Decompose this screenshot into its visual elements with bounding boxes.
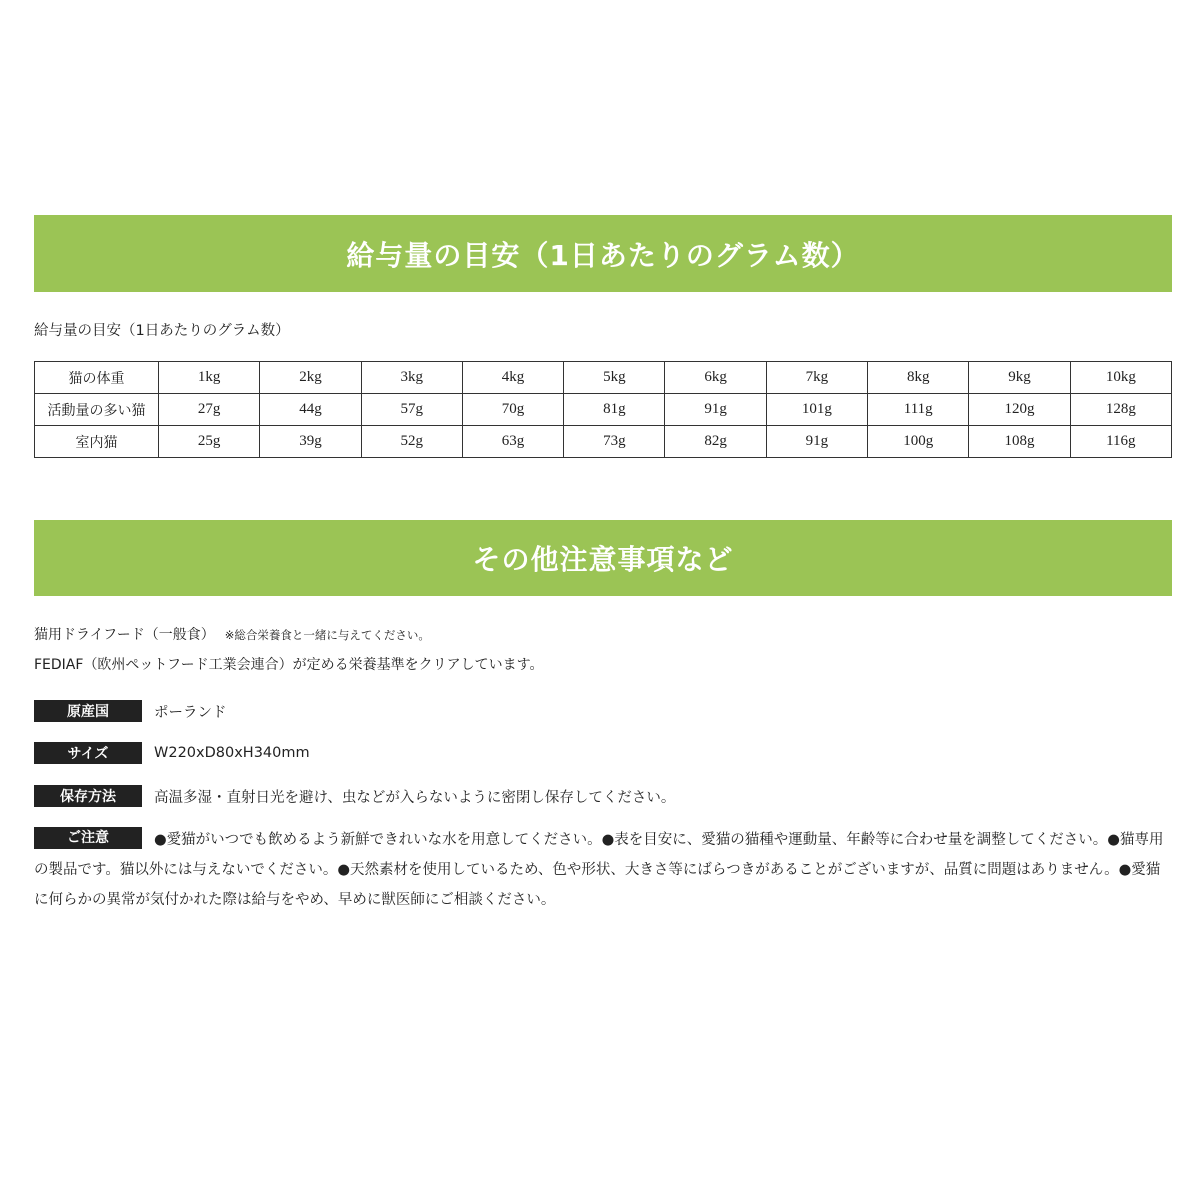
table-cell: 100g [868, 426, 969, 458]
product-type-line [34, 624, 430, 644]
table-cell: 52g [361, 426, 462, 458]
nutrition-standard-line: FEDIAF（欧州ペットフード工業会連合）が定める栄養基準をクリアしています。 [34, 657, 544, 673]
table-cell: 111g [868, 394, 969, 426]
table-cell: 3kg [361, 362, 462, 394]
notes-banner-title: その他注意事項など [472, 543, 734, 576]
table-cell-row-label: 活動量の多い猫 [35, 394, 159, 426]
spec-row-caution [34, 825, 1172, 915]
table-cell: 9kg [969, 362, 1070, 394]
table-cell: 8kg [868, 362, 969, 394]
product-type-footnote: ※総合栄養食と一緒に与えてください。 [224, 628, 430, 642]
table-cell: 1kg [159, 362, 260, 394]
table-cell: 5kg [564, 362, 665, 394]
table-cell: 63g [462, 426, 563, 458]
table-cell: 2kg [260, 362, 361, 394]
product-type-text: 猫用ドライフード（一般食） [34, 627, 215, 643]
table-cell: 10kg [1070, 362, 1171, 394]
table-cell: 73g [564, 426, 665, 458]
spec-row-origin [34, 700, 1172, 722]
table-cell: 120g [969, 394, 1070, 426]
feeding-table-caption: 給与量の目安（1日あたりのグラム数） [34, 323, 290, 339]
feeding-guide-banner-title: 給与量の目安（1日あたりのグラム数） [346, 238, 860, 272]
table-cell: 82g [665, 426, 766, 458]
table-cell: 70g [462, 394, 563, 426]
spec-value-storage: 高温多湿・直射日光を避け、虫などが入らないように密閉し保存してください。 [154, 789, 676, 806]
table-cell: 44g [260, 394, 361, 426]
table-cell: 57g [361, 394, 462, 426]
table-cell: 116g [1070, 426, 1171, 458]
table-cell-row-label: 室内猫 [35, 426, 159, 458]
table-cell: 91g [766, 426, 867, 458]
table-cell-row-label: 猫の体重 [35, 362, 159, 394]
spec-label-storage: 保存方法 [34, 785, 142, 807]
table-row-header [35, 362, 1172, 394]
spec-label-caution: ご注意 [34, 827, 142, 849]
spec-row-storage [34, 785, 1172, 807]
table-cell: 39g [260, 426, 361, 458]
table-cell: 91g [665, 394, 766, 426]
feeding-table [34, 361, 1172, 458]
spec-value-origin: ポーランド [154, 704, 227, 721]
spec-value-caution: ●愛猫がいつでも飲めるよう新鮮できれいな水を用意してください。●表を目安に、愛猫の猫種や運動量、年齢等に合わせ量を調整してください。●猫専用の製品です。猫以外には与えないでください。●天然素材を使用しているため、色や形状、大きさ等にばらつきがあることがございますが、品質に問題はありません。●愛猫に何らかの異常が気付かれた際は給与をやめ、早めに獣医師にご相談ください。 [34, 832, 1164, 908]
table-cell: 25g [159, 426, 260, 458]
notes-banner [34, 520, 1172, 596]
table-cell: 81g [564, 394, 665, 426]
spec-value-size: W220xD80xH340mm [154, 745, 310, 761]
table-cell: 6kg [665, 362, 766, 394]
table-row-active-cat [35, 394, 1172, 426]
table-cell: 128g [1070, 394, 1171, 426]
spec-row-size [34, 742, 1172, 764]
table-cell: 4kg [462, 362, 563, 394]
spec-label-size: サイズ [34, 742, 142, 764]
feeding-guide-banner [34, 215, 1172, 292]
table-cell: 7kg [766, 362, 867, 394]
table-row-indoor-cat [35, 426, 1172, 458]
spec-label-origin: 原産国 [34, 700, 142, 722]
table-cell: 108g [969, 426, 1070, 458]
table-cell: 27g [159, 394, 260, 426]
table-cell: 101g [766, 394, 867, 426]
